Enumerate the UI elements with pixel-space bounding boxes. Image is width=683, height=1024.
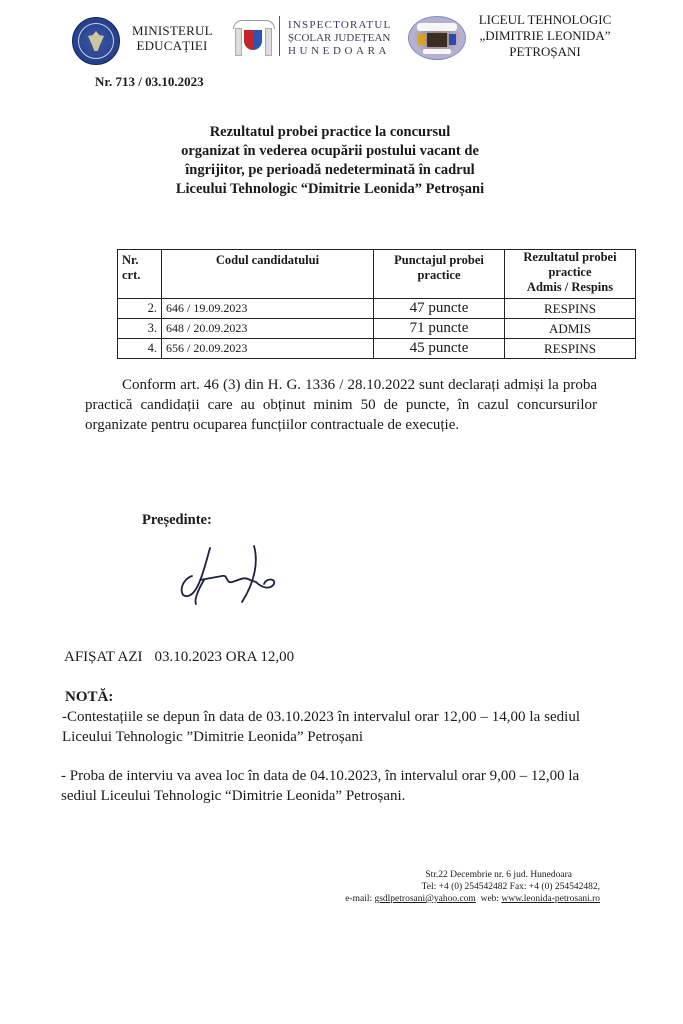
header-score-line-2: practice: [417, 268, 461, 282]
header-result-line-2: practice: [548, 265, 592, 279]
cell-nr: 2.: [118, 299, 162, 319]
header-nr-line-2: crt.: [122, 268, 141, 282]
header-nr-line-1: Nr.: [122, 253, 139, 267]
school-line-2: „DIMITRIE LEONIDA”: [479, 28, 611, 43]
shield-icon: [244, 30, 262, 50]
cell-result: ADMIS: [505, 319, 636, 339]
results-table: [117, 249, 636, 359]
school-logo-icon: [408, 16, 466, 60]
ministry-line-2: EDUCAȚIEI: [136, 38, 208, 53]
signature-icon: [170, 540, 280, 605]
logo-flag-right: [449, 34, 456, 45]
title-line-3: îngrijitor, pe perioadă nedeterminată în cadrul: [185, 162, 475, 178]
document-title: [120, 123, 540, 199]
email-link[interactable]: gsdlpetrosani@yahoo.com: [374, 894, 476, 904]
web-link[interactable]: www.leonida-petrosani.ro: [501, 894, 600, 904]
note-item-interview: - Proba de interviu va avea loc în data de 04.10.2023, în intervalul orar 9,00 – 12,00 la sediul Liceului Tehnologic “Dimitrie Leonida” Petroșani.: [61, 768, 580, 804]
document-number: Nr. 713 / 03.10.2023: [95, 74, 204, 89]
title-line-1: Rezultatul probei practice la concursul: [209, 124, 451, 140]
header-nr: [118, 250, 162, 299]
posted-datetime: 03.10.2023 ORA 12,00: [154, 649, 295, 665]
school-line-1: LICEUL TEHNOLOGIC: [478, 12, 612, 27]
note-item-appeals: -Contestațiile se depun în data de 03.10.2023 în intervalul orar 12,00 – 14,00 la sediul Liceului Tehnologic ”Dimitrie Leonida” Petroșani: [62, 709, 580, 745]
table-row: [118, 319, 636, 339]
legal-paragraph: Conform art. 46 (3) din H. G. 1336 / 28.10.2022 sunt declarați admiși la proba practică candidații care au obținut minim 50 de puncte, în cazul concursurilor organizate pentru ocuparea funcțiilor contractuale de execuție.: [85, 377, 597, 433]
posted-label: AFIȘAT AZI: [64, 649, 143, 665]
logo-flag-left: [418, 34, 425, 45]
government-seal-icon: [72, 17, 120, 65]
web-label: web:: [480, 894, 500, 904]
header-result: [505, 250, 636, 299]
footer-contact: [320, 869, 600, 905]
table-header-row: [118, 250, 636, 299]
header-result-line-3: Admis / Respins: [526, 280, 614, 294]
school-line-3: PETROȘANI: [509, 44, 581, 59]
inspectorate-name: [288, 19, 398, 58]
header-score-line-1: Punctajul probei: [394, 253, 484, 267]
cell-score: 47 puncte: [374, 299, 505, 319]
title-line-4: Liceului Tehnologic “Dimitrie Leonida” Petroșani: [175, 181, 485, 197]
inspectorate-line-1: INSPECTORATUL: [288, 19, 392, 31]
header-score: [374, 250, 505, 299]
logo-portrait: [427, 33, 447, 47]
footer-phone: Tel: +4 (0) 254542482 Fax: +4 (0) 254542482,: [421, 882, 600, 892]
footer-links: [320, 893, 600, 905]
header-code: Codul candidatului: [162, 250, 374, 299]
column-left: [235, 28, 242, 56]
cell-score: 45 puncte: [374, 339, 505, 359]
cell-result: RESPINS: [505, 299, 636, 319]
ministry-name: [132, 23, 212, 53]
inspectorate-logo-icon: [233, 18, 273, 58]
president-label: Președinte:: [142, 512, 212, 528]
column-right: [265, 28, 272, 56]
cell-code: 646 / 19.09.2023: [162, 299, 374, 319]
logo-band-top: [417, 23, 457, 31]
logo-band-bottom: [423, 49, 451, 54]
table-row: [118, 339, 636, 359]
inspectorate-line-2: ȘCOLAR JUDEȚEAN: [288, 32, 391, 44]
email-label: e-mail:: [345, 894, 373, 904]
ministry-line-1: MINISTERUL: [132, 23, 213, 38]
cell-result: RESPINS: [505, 339, 636, 359]
cell-nr: 4.: [118, 339, 162, 359]
title-line-2: organizat în vederea ocupării postului vacant de: [181, 143, 479, 159]
inspectorate-line-3: HUNEDOARA: [288, 45, 391, 57]
footer-address: Str.22 Decembrie nr. 6 jud. Hunedoara: [425, 870, 572, 880]
header-result-line-1: Rezultatul probei: [523, 250, 617, 264]
table-row: [118, 299, 636, 319]
header-divider: [279, 16, 280, 56]
cell-nr: 3.: [118, 319, 162, 339]
cell-score: 71 puncte: [374, 319, 505, 339]
cell-code: 648 / 20.09.2023: [162, 319, 374, 339]
school-name: [470, 12, 620, 60]
note-title: NOTĂ:: [65, 689, 114, 705]
cell-code: 656 / 20.09.2023: [162, 339, 374, 359]
posted-line: [64, 649, 294, 666]
